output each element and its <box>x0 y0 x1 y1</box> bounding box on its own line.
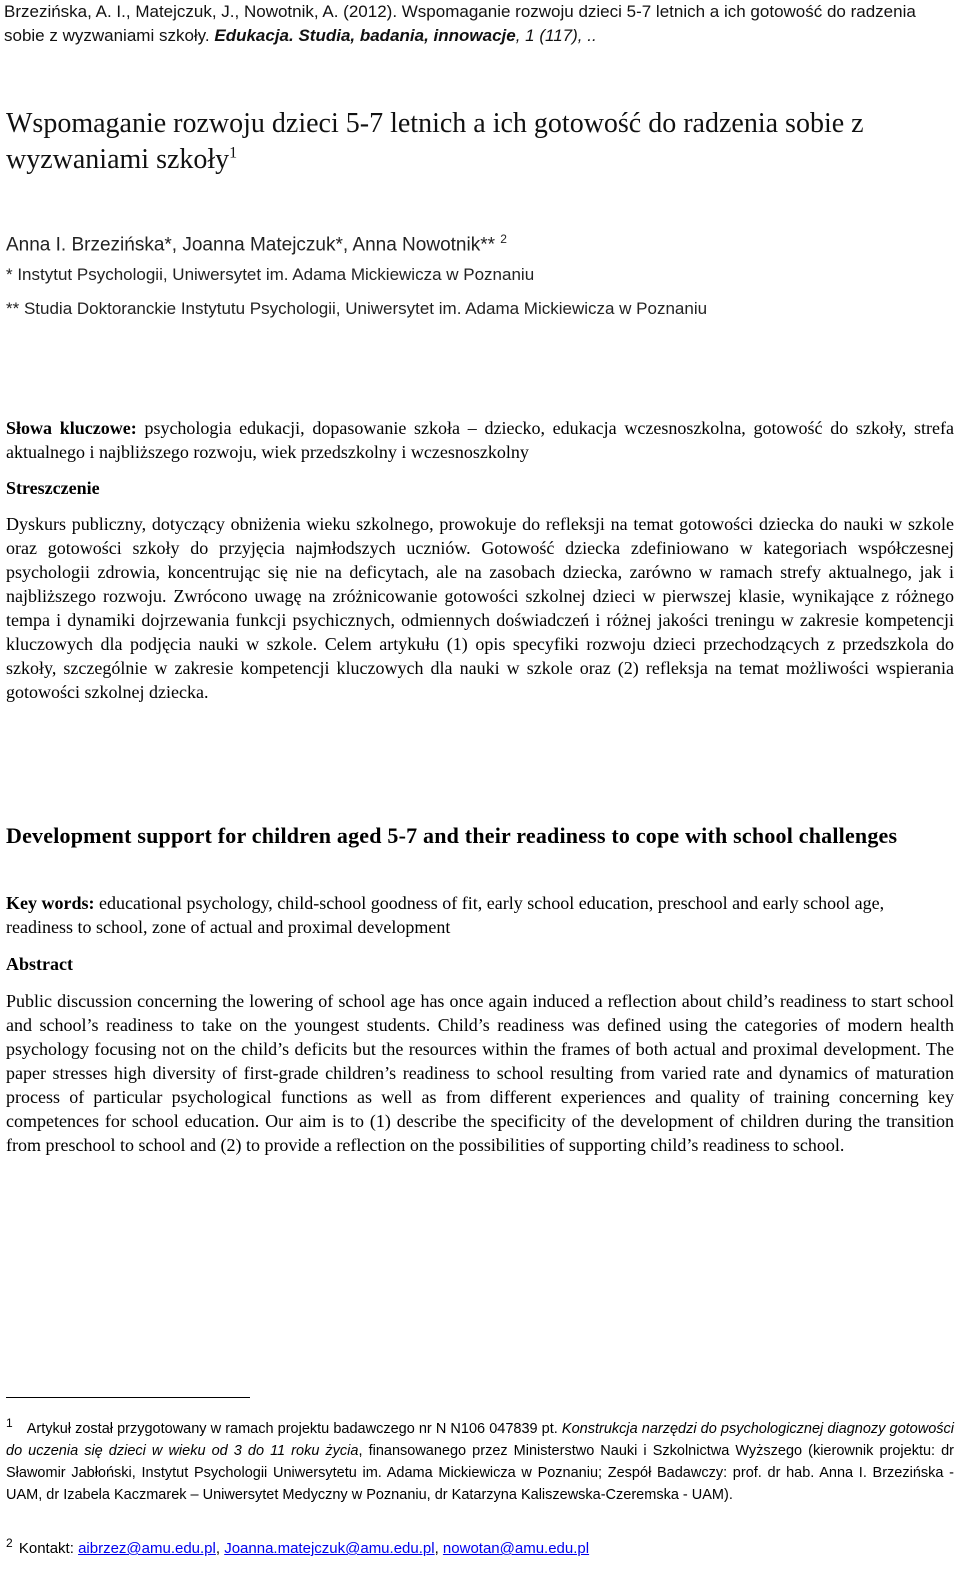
contact-label: Kontakt: <box>14 1540 79 1557</box>
polish-keywords-label: Słowa kluczowe: <box>6 418 137 438</box>
affiliation-2: ** Studia Doktoranckie Instytutu Psychologii, Uniwersytet im. Adama Mickiewicza w Poznaniu <box>6 299 708 319</box>
email-separator: , <box>215 1540 225 1557</box>
author-list: Anna I. Brzezińska*, Joanna Matejczuk*, Anna Nowotnik** <box>6 234 501 256</box>
english-keywords-text: educational psychology, child-school goodness of fit, early school education, preschool and early school age, readiness to school, zone of actual and proximal development <box>6 893 885 937</box>
english-title: Development support for children aged 5-7 and their readiness to cope with school challenges <box>6 823 898 848</box>
footnote-2 <box>6 1538 954 1560</box>
citation-tail: , 1 (117), .. <box>515 26 597 45</box>
email-link-matejczuk[interactable]: Joanna.matejczuk@amu.edu.pl <box>224 1540 435 1557</box>
citation-header <box>4 0 956 48</box>
citation-journal: Edukacja. Studia, badania, innowacje <box>214 26 516 45</box>
polish-keywords-text: psychologia edukacji, dopasowanie szkoła – dziecko, edukacja wczesnoszkolna, gotowość do szkoły, strefa aktualnego i najbliższego rozwoju, wiek przedszkolny i wczesnoszkolny <box>6 418 954 462</box>
english-abstract-heading: Abstract <box>6 954 73 974</box>
polish-abstract: Dyskurs publiczny, dotyczący obniżenia wieku szkolnego, prowokuje do refleksji na temat gotowości dziecka do nauki w szkole oraz gotowości szkoły do przyjęcia najmłodszych uczniów. Gotowość dziecka zdefiniowano w kategoriach współczesnej psychologii zdrowia, koncentrując się nie na deficytach, ale na zasobach dziecka, zarówno w ramach strefy aktualnego, jak i najbliższego rozwoju. Zwrócono uwagę na zróżnicowanie gotowości szkolnej dzieci w pierwszej klasie, wynikające z różnego tempa i dynamiki dojrzewania funkcji psychicznych, odmiennych doświadczeń i różnej jakości treningu w zakresie kompetencji kluczowych dla podjęcia nauki w szkole. Celem artykułu (1) opis specyfiki rozwoju dzieci przechodzących z przedszkola do szkoły, szczególnie w zakresie kompetencji kluczowych dla nauki w szkole oraz (2) refleksja na temat możliwości wspierania gotowości szkolnej dziecka. <box>6 514 954 702</box>
footnote-1 <box>6 1418 954 1506</box>
affiliation-1: * Instytut Psychologii, Uniwersytet im. Adama Mickiewicza w Poznaniu <box>6 265 535 285</box>
polish-abstract-heading: Streszczenie <box>6 478 100 498</box>
footnote-1-mark: 1 <box>6 1416 13 1431</box>
citation-text: Brzezińska, A. I., Matejczuk, J., Nowotnik, A. (2012). Wspomaganie rozwoju dzieci 5-7 letnich a ich gotowość do radzenia sobie z wyzwaniami szkoły. <box>4 2 916 45</box>
author-names <box>6 226 946 258</box>
email-link-brzezinska[interactable]: aibrzez@amu.edu.pl <box>78 1540 216 1557</box>
polish-title-text: Wspomaganie rozwoju dzieci 5-7 letnich a ich gotowość do radzenia sobie z wyzwaniami szkoły <box>6 108 864 175</box>
email-separator: , <box>434 1540 443 1557</box>
title-footnote-mark[interactable]: 1 <box>229 144 238 162</box>
footnote-1-text-b: , finansowanego przez Ministerstwo Nauki i Szkolnictwa Wyższego (kierownik projektu: dr Sławomir Jabłoński, Instytut Psychologii Uniwersytetu im. Adama Mickiewicza w Poznaniu; Zespół Badawczy: prof. dr hab. Anna I. Brzezińska - UAM, dr Izabela Kaczmarek – Uniwersytet Medyczny w Poznaniu, dr Katarzyna Kaliszewska-Czeremska - UAM). <box>6 1443 955 1503</box>
author-block <box>6 226 946 322</box>
polish-title <box>6 106 946 178</box>
footnote-1-project-title: Konstrukcja narzędzi do psychologicznej diagnozy gotowości do uczenia się dzieci w wieku od 3 do 11 roku życia <box>6 1421 954 1459</box>
english-keywords-label: Key words: <box>6 893 95 913</box>
footnote-divider <box>6 1397 250 1398</box>
english-abstract: Public discussion concerning the lowering of school age has once again induced a reflection about child’s readiness to start school and school’s readiness to take on the youngest students. Child’s readiness was defined using the categories of modern health psychology focusing not on the child’s deficits but the resources within the frames of both actual and proximal development. The paper stresses high diversity of first-grade children’s readiness to school resulting from varied rate and dynamics of maturation process of particular psychological functions as well as from different experiences and quality of training concerning key competences for school education. Our aim is to (1) describe the specificity of the development of children during the transition from preschool to school and (2) to provide a reflection on the possibilities of supporting child’s readiness to school. <box>6 991 954 1155</box>
footnote-2-mark: 2 <box>6 1536 13 1550</box>
author-footnote-mark[interactable]: 2 <box>500 232 507 246</box>
english-keywords <box>6 891 954 939</box>
polish-keywords <box>6 416 954 464</box>
email-link-nowotnik[interactable]: nowotan@amu.edu.pl <box>442 1540 590 1557</box>
footnote-1-text-a: Artykuł został przygotowany w ramach projektu badawczego nr N N106 047839 pt. <box>26 1421 562 1437</box>
